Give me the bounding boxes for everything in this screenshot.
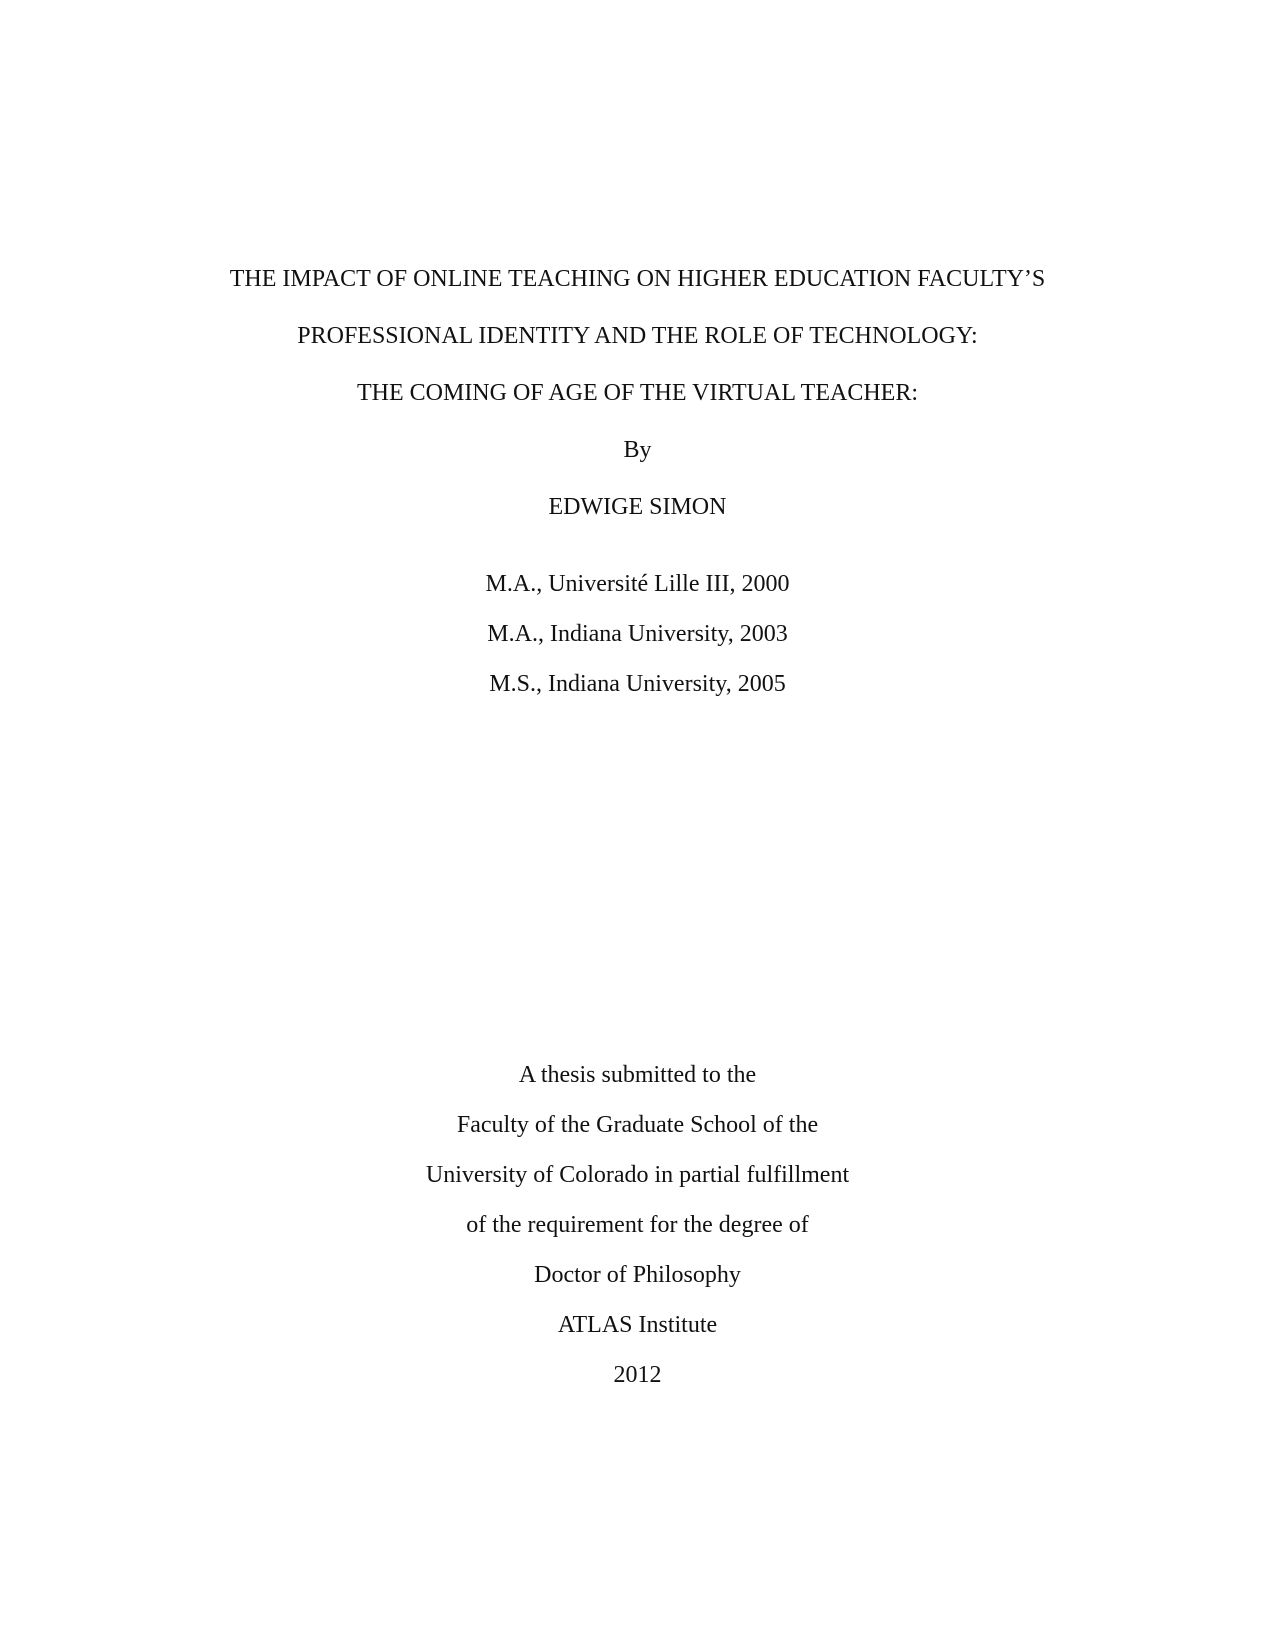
author-name: EDWIGE SIMON xyxy=(548,494,727,520)
title-line-3: THE COMING OF AGE OF THE VIRTUAL TEACHER: xyxy=(356,380,918,406)
submission-line: University of Colorado in partial fulfillment xyxy=(425,1162,850,1188)
submission-line: of the requirement for the degree of xyxy=(466,1212,809,1238)
submission-line: A thesis submitted to the xyxy=(518,1062,757,1088)
institute-name: ATLAS Institute xyxy=(557,1312,718,1338)
degree-item: M.A., Indiana University, 2003 xyxy=(487,621,788,647)
title-line-2: PROFESSIONAL IDENTITY AND THE ROLE OF TECHNOLOGY: xyxy=(297,323,978,349)
degree-name: Doctor of Philosophy xyxy=(534,1262,741,1288)
byline: By xyxy=(623,437,652,463)
degree-item: M.S., Indiana University, 2005 xyxy=(489,671,786,697)
year: 2012 xyxy=(613,1362,662,1388)
submission-line: Faculty of the Graduate School of the xyxy=(456,1112,819,1138)
degree-item: M.A., Université Lille III, 2000 xyxy=(485,571,790,597)
title-line-1: THE IMPACT OF ONLINE TEACHING ON HIGHER EDUCATION FACULTY’S xyxy=(229,266,1046,292)
